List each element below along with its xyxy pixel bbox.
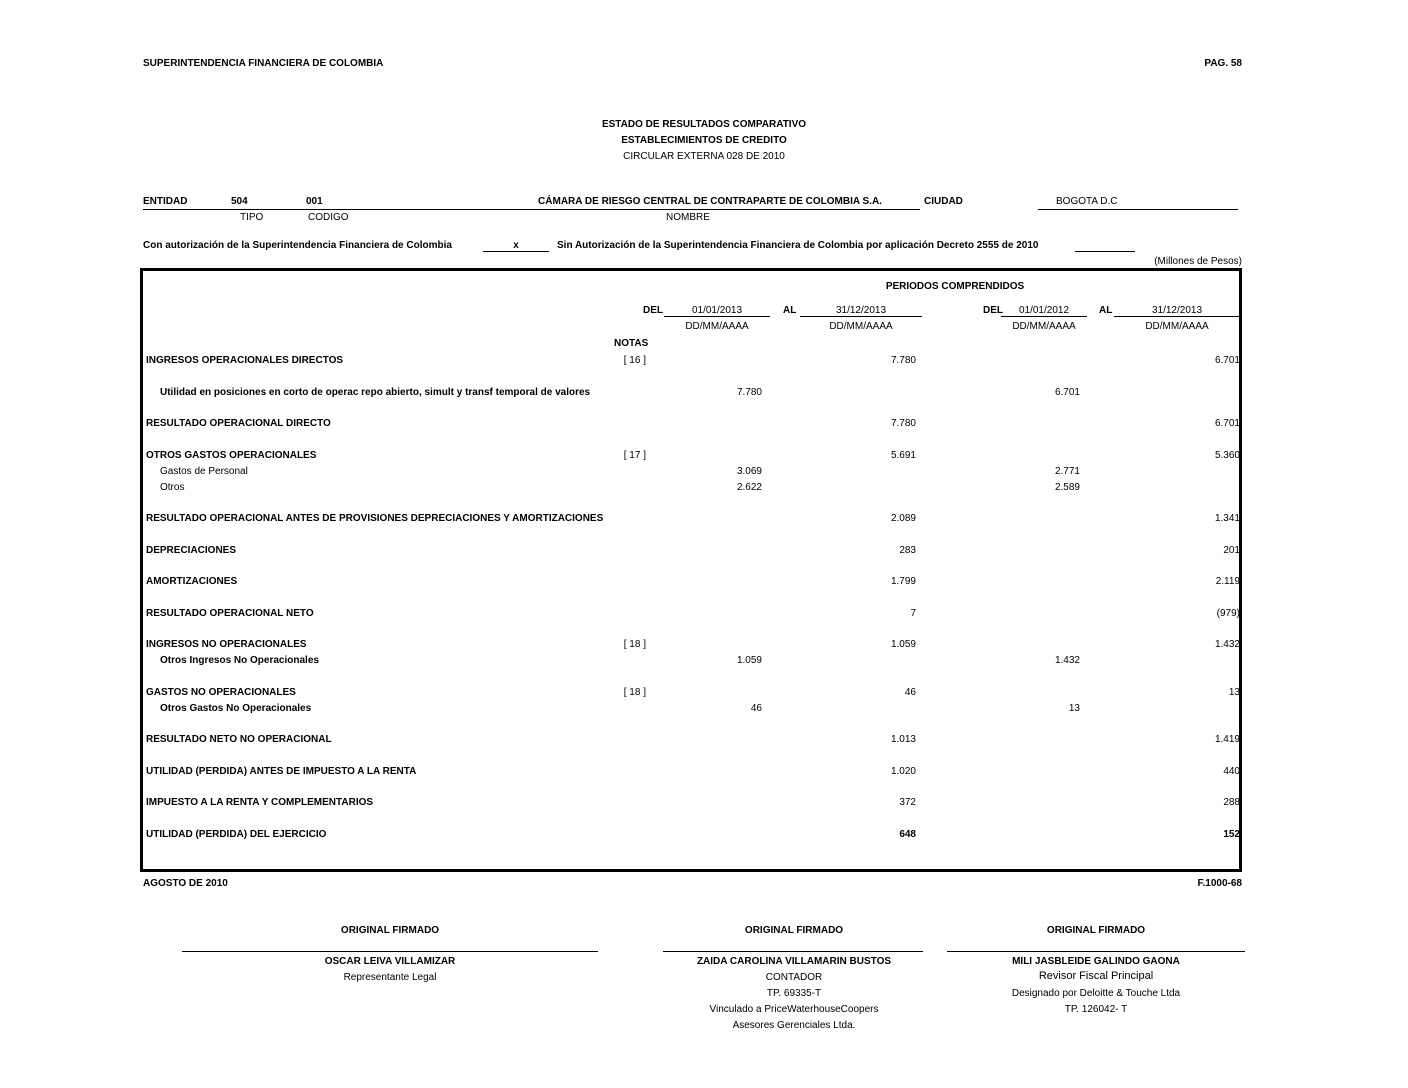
row-label: AMORTIZACIONES [146,576,238,587]
sig3-status: ORIGINAL FIRMADO [1046,925,1146,936]
row-detail-2012: 2.589 [1054,482,1080,493]
report-circular: CIRCULAR EXTERNA 028 DE 2010 [623,151,785,162]
sig2-status: ORIGINAL FIRMADO [744,925,844,936]
row-total-2013: 372 [899,797,916,808]
row-total-2013: 648 [899,829,916,840]
sig3-firm: Designado por Deloitte & Touche Ltda [1011,988,1181,999]
row-label: UTILIDAD (PERDIDA) ANTES DE IMPUESTO A LA RENTA [146,766,417,777]
auth-without-label: Sin Autorización de la Superintendencia Financiera de Colombia por aplicación Decreto 2555 de 2010 [557,240,1039,251]
city-label: CIUDAD [924,196,963,207]
row-detail-2013: 46 [750,703,762,714]
row-label: DEPRECIACIONES [146,545,237,556]
row-label: RESULTADO OPERACIONAL ANTES DE PROVISIONES DEPRECIACIONES Y AMORTIZACIONES [146,513,604,524]
row-detail-2013: 3.069 [736,466,762,477]
entity-name: CÁMARA DE RIESGO CENTRAL DE CONTRAPARTE DE COLOMBIA S.A. [538,196,882,207]
entity-underline [143,209,920,210]
row-label: RESULTADO NETO NO OPERACIONAL [146,734,332,745]
row-total-2013: 2.089 [890,513,916,524]
p1-to-date: 31/12/2013 [800,305,922,317]
row-total-2012: 2.119 [1215,576,1240,587]
sig2-firm: Vinculado a PriceWaterhouseCoopers [709,1004,879,1015]
row-total-2012: 6.701 [1214,355,1240,366]
city-value: BOGOTA D.C [1056,196,1118,207]
auth-without-blank [1075,251,1135,252]
report-subtitle: ESTABLECIMIENTOS DE CREDITO [621,135,787,146]
sig3-line [947,951,1245,952]
row-detail-2012: 13 [1068,703,1080,714]
notas-header: NOTAS [614,338,649,349]
entity-tipo: 504 [231,196,248,207]
auth-with-mark: x [483,240,549,252]
row-total-2012: 1.419 [1214,734,1240,745]
row-label: INGRESOS OPERACIONALES DIRECTOS [146,355,344,366]
row-total-2012: 201 [1223,545,1240,556]
sig1-role: Representante Legal [343,972,437,983]
row-total-2013: 283 [899,545,916,556]
p2-from-format: DD/MM/AAAA [1012,321,1076,332]
row-total-2012: 288 [1223,797,1240,808]
row-label: Utilidad en posiciones en corto de operac repo abierto, simult y transf temporal de valores [160,387,591,398]
row-label: IMPUESTO A LA RENTA Y COMPLEMENTARIOS [146,797,374,808]
p2-to-date: 31/12/2013 [1114,305,1240,317]
row-total-2012: 440 [1223,766,1240,777]
p2-to-format: DD/MM/AAAA [1145,321,1209,332]
footer-form: F.1000-68 [1197,878,1242,889]
row-nota: [ 17 ] [623,450,646,461]
row-label: RESULTADO OPERACIONAL NETO [146,608,314,619]
sig1-line [182,951,598,952]
sig3-name: MILI JASBLEIDE GALINDO GAONA [1012,956,1180,967]
row-detail-2012: 6.701 [1054,387,1080,398]
p2-from-date: 01/01/2012 [1001,305,1087,317]
sig3-tp: TP. 126042- T [1064,1004,1128,1015]
auth-with-label: Con autorización de la Superintendencia Financiera de Colombia [143,240,452,251]
sig1-name: OSCAR LEIVA VILLAMIZAR [324,956,456,967]
row-detail-2013: 2.622 [736,482,762,493]
row-detail-2013: 1.059 [736,655,762,666]
row-total-2012: 152 [1223,829,1240,840]
entity-codigo: 001 [306,196,323,207]
p1-from-format: DD/MM/AAAA [685,321,749,332]
row-total-2013: 5.691 [890,450,916,461]
p1-to-format: DD/MM/AAAA [829,321,893,332]
row-total-2013: 1.020 [890,766,916,777]
row-label: UTILIDAD (PERDIDA) DEL EJERCICIO [146,829,327,840]
row-label: Otros Ingresos No Operacionales [160,655,319,666]
row-total-2012: 1.341 [1214,513,1240,524]
page-number: PAG. 58 [1204,58,1242,69]
sig2-name: ZAIDA CAROLINA VILLAMARIN BUSTOS [696,956,892,967]
row-label: RESULTADO OPERACIONAL DIRECTO [146,418,331,429]
row-label: Gastos de Personal [160,466,248,477]
row-nota: [ 18 ] [623,687,646,698]
row-label: OTROS GASTOS OPERACIONALES [146,450,317,461]
row-total-2013: 7.780 [890,418,916,429]
p2-del-label: DEL [983,305,1003,316]
row-total-2012: 5.360 [1214,450,1240,461]
codigo-label: CODIGO [308,212,349,223]
p1-del-label: DEL [643,305,663,316]
row-total-2013: 1.059 [890,639,916,650]
sig3-role: Revisor Fiscal Principal [1038,970,1154,982]
row-total-2013: 46 [904,687,916,698]
row-label: INGRESOS NO OPERACIONALES [146,639,307,650]
row-label: Otros Gastos No Operacionales [160,703,312,714]
city-underline [1038,209,1238,210]
row-total-2013: 1.013 [890,734,916,745]
report-title: ESTADO DE RESULTADOS COMPARATIVO [601,119,807,130]
periods-heading: PERIODOS COMPRENDIDOS [885,281,1025,292]
sig2-line [663,951,923,952]
row-total-2013: 7.780 [890,355,916,366]
units-label: (Millones de Pesos) [1154,256,1242,267]
sig2-role: CONTADOR [765,972,823,983]
row-detail-2012: 2.771 [1054,466,1080,477]
row-total-2013: 7 [910,608,916,619]
sig1-status: ORIGINAL FIRMADO [340,925,440,936]
row-total-2012: 1.432 [1214,639,1240,650]
entity-label: ENTIDAD [143,196,188,207]
tipo-label: TIPO [240,212,264,223]
sig2-firm2: Asesores Gerenciales Ltda. [732,1020,856,1031]
nombre-label: NOMBRE [666,212,710,223]
footer-date: AGOSTO DE 2010 [143,878,228,889]
row-nota: [ 18 ] [623,639,646,650]
org-name: SUPERINTENDENCIA FINANCIERA DE COLOMBIA [143,58,384,69]
row-label: GASTOS NO OPERACIONALES [146,687,296,698]
row-detail-2012: 1.432 [1054,655,1080,666]
row-total-2012: (979) [1216,608,1240,619]
p2-al-label: AL [1099,305,1113,316]
row-total-2013: 1.799 [890,576,916,587]
row-total-2012: 6.701 [1214,418,1240,429]
p1-al-label: AL [783,305,797,316]
sig2-tp: TP. 69335-T [766,988,822,999]
row-total-2012: 13 [1228,687,1240,698]
row-nota: [ 16 ] [623,355,646,366]
row-label: Otros [160,482,185,493]
p1-from-date: 01/01/2013 [664,305,770,317]
row-detail-2013: 7.780 [736,387,762,398]
